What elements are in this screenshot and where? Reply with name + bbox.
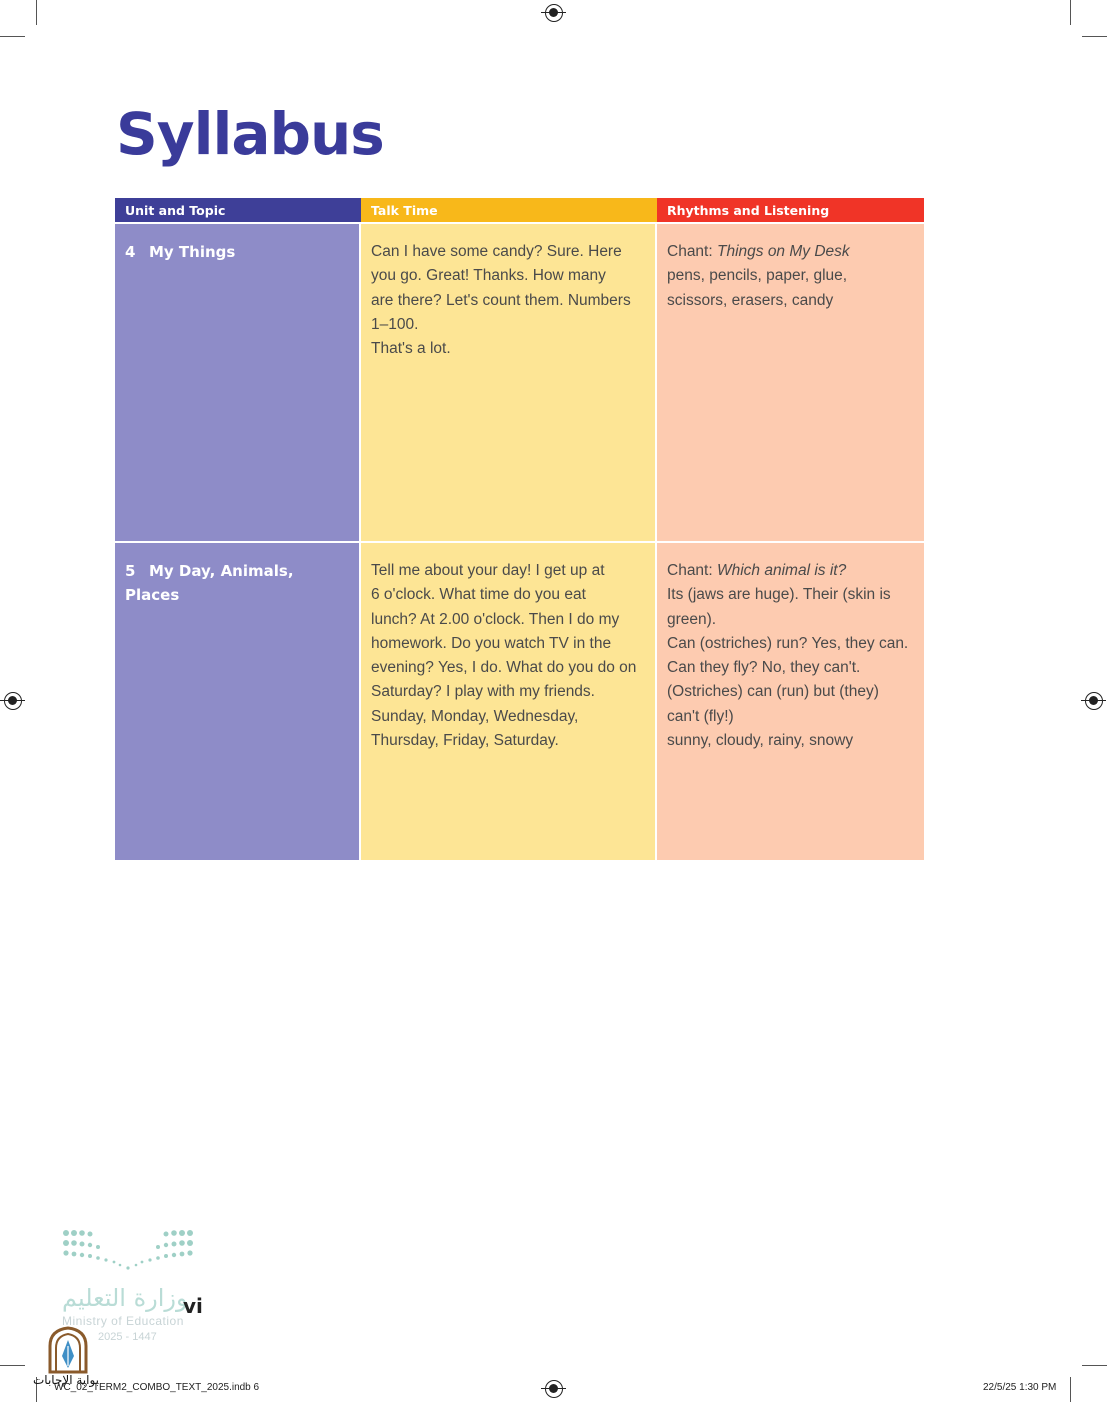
- talk-time-cell: [361, 224, 657, 541]
- ministry-dots-logo-icon: [60, 1228, 200, 1276]
- talk-line: lunch? At 2.00 o'clock. Then I do my: [371, 610, 620, 628]
- rhythm-line: Can they fly? No, they can't.: [667, 659, 861, 677]
- crop-mark: [0, 1365, 25, 1366]
- crop-mark: [0, 36, 25, 37]
- chant-label: Chant:: [667, 562, 717, 579]
- talk-line: Saturday? I play with my friends.: [371, 683, 595, 701]
- rhythm-line: sunny, cloudy, rainy, snowy: [667, 732, 854, 750]
- crop-mark: [1082, 36, 1107, 37]
- unit-topic-cell: [115, 224, 361, 541]
- ministry-english-name: Ministry of Education: [62, 1314, 184, 1328]
- talk-line: Sunday, Monday, Wednesday,: [371, 707, 579, 725]
- unit-topic-cell: [115, 543, 361, 860]
- registration-mark-icon: [1085, 692, 1103, 710]
- crop-mark: [36, 0, 37, 25]
- print-date: 22/5/25 1:30 PM: [983, 1382, 1057, 1393]
- chant-label: Chant:: [667, 243, 717, 260]
- rhythm-line: can't (fly!): [667, 707, 734, 725]
- rhythm-line: (Ostriches) can (run) but (they): [667, 683, 879, 701]
- talk-line: Tell me about your day! I get up at: [371, 562, 605, 579]
- chant-title: Things on My Desk: [716, 243, 850, 260]
- talk-time-cell: [361, 543, 657, 860]
- talk-line: Thursday, Friday, Saturday.: [371, 732, 559, 750]
- unit-topic: My Day, Animals, Places: [125, 562, 294, 605]
- chant-line: [667, 240, 914, 264]
- talk-line: are there? Let's count them. Numbers: [371, 291, 631, 309]
- site-emblem-icon: [46, 1326, 90, 1374]
- rhythm-line: scissors, erasers, candy: [667, 291, 834, 309]
- rhythm-line: Its (jaws are huge). Their (skin is: [667, 586, 891, 604]
- rhythms-cell: [657, 224, 924, 541]
- crop-mark: [1082, 1365, 1107, 1366]
- talk-line: homework. Do you watch TV in the: [371, 634, 612, 652]
- syllabus-table: [115, 198, 924, 860]
- ministry-arabic-name: وزارة التعليم: [62, 1284, 188, 1312]
- unit-number: 5: [125, 562, 136, 580]
- ministry-year: 2025 - 1447: [98, 1331, 157, 1343]
- crop-mark: [1070, 0, 1071, 25]
- crop-mark: [1070, 1377, 1071, 1402]
- talk-line: Can I have some candy? Sure. Here: [371, 243, 622, 260]
- header-talk-time: Talk Time: [361, 198, 657, 222]
- talk-line: evening? Yes, I do. What do you do on: [371, 659, 637, 677]
- registration-mark-icon: [545, 4, 563, 22]
- rhythm-line: Can (ostriches) run? Yes, they can.: [667, 634, 909, 652]
- header-rhythms-listening: Rhythms and Listening: [657, 198, 924, 222]
- chant-title: Which animal is it?: [716, 562, 847, 579]
- talk-line: That's a lot.: [371, 340, 451, 358]
- file-info: WC_02_TERM2_COMBO_TEXT_2025.indb 6: [54, 1382, 260, 1393]
- registration-mark-icon: [545, 1380, 563, 1398]
- page-number: vi: [183, 1294, 203, 1318]
- table-row: [115, 222, 924, 541]
- talk-line: you go. Great! Thanks. How many: [371, 267, 606, 285]
- table-header: [115, 198, 924, 222]
- rhythm-line: pens, pencils, paper, glue,: [667, 267, 848, 285]
- rhythms-cell: [657, 543, 924, 860]
- site-name-arabic: بوابة الإجابات: [33, 1373, 100, 1387]
- unit-topic: My Things: [149, 243, 236, 261]
- unit-number: 4: [125, 243, 136, 261]
- talk-line: 1–100.: [371, 315, 419, 333]
- talk-line: 6 o'clock. What time do you eat: [371, 586, 586, 604]
- chant-line: [667, 559, 914, 583]
- header-unit-topic: Unit and Topic: [115, 198, 361, 222]
- rhythm-line: green).: [667, 610, 717, 628]
- table-row: [115, 541, 924, 860]
- registration-mark-icon: [4, 692, 22, 710]
- page-title: Syllabus: [116, 100, 384, 168]
